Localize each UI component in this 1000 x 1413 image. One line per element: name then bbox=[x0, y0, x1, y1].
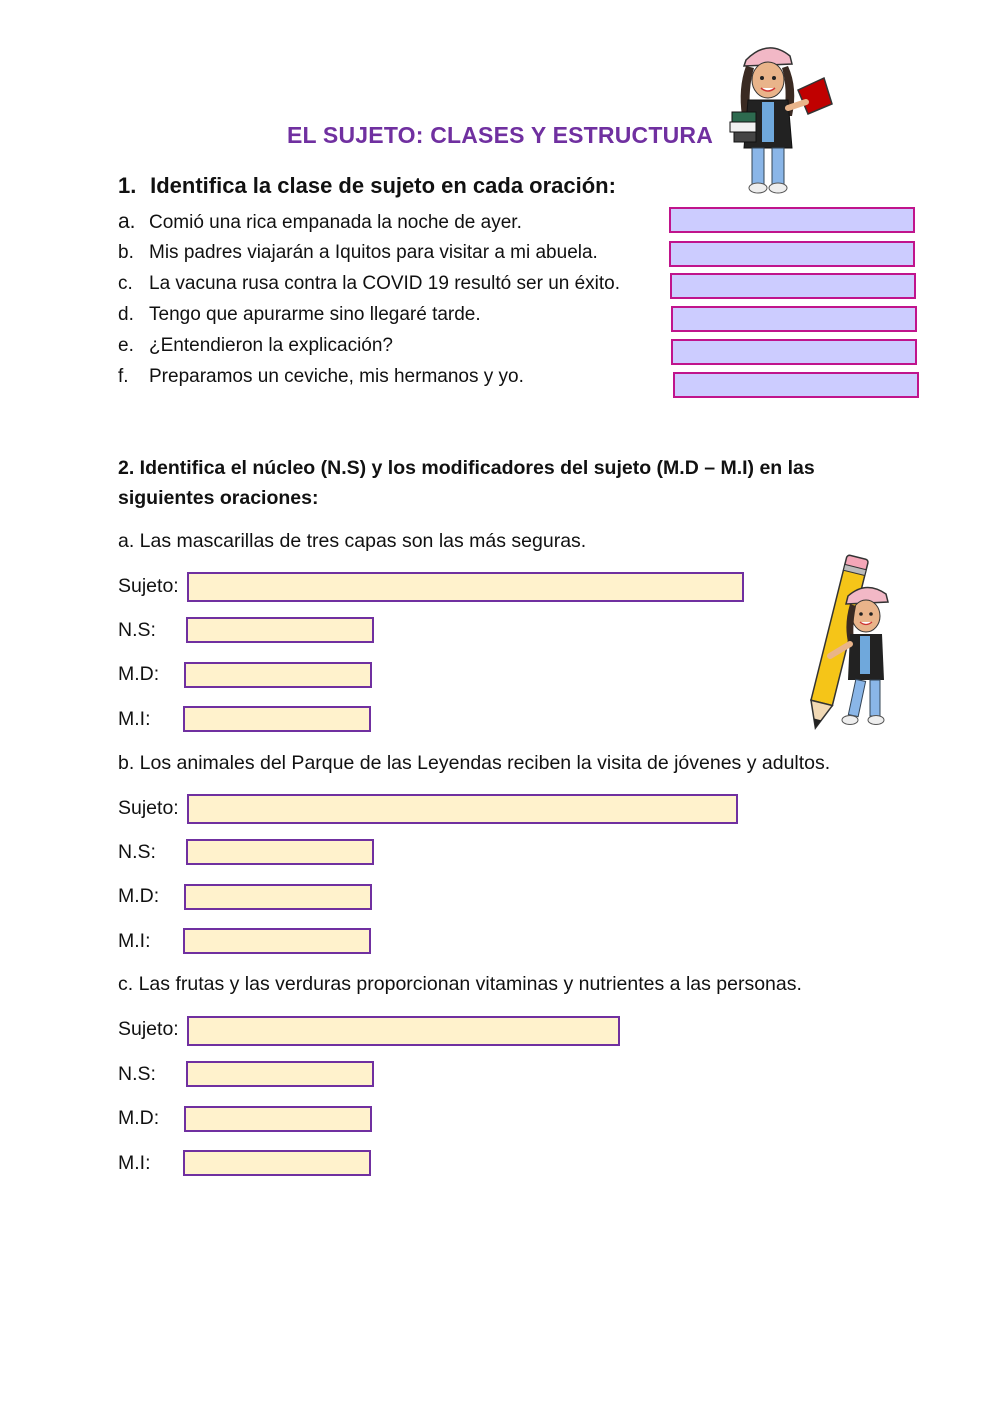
sentence-a: a. Las mascarillas de tres capas son las más seguras. bbox=[118, 530, 587, 552]
answer-box-e[interactable] bbox=[671, 339, 917, 365]
subject-input-a[interactable] bbox=[187, 572, 744, 602]
md-input-c[interactable] bbox=[184, 1106, 372, 1132]
page-title: EL SUJETO: CLASES Y ESTRUCTURA bbox=[286, 122, 714, 148]
section-2-heading: 2. Identifica el núcleo (N.S) y los modificadores del sujeto (M.D – M.I) en las siguientes oraciones: bbox=[118, 457, 815, 509]
ns-input-b[interactable] bbox=[186, 839, 374, 865]
subject-label-b: Sujeto: bbox=[118, 797, 179, 819]
answer-box-f[interactable] bbox=[673, 372, 919, 398]
ns-input-a[interactable] bbox=[186, 617, 374, 643]
sentence-item-a: a. Comió una rica empanada la noche de ayer. bbox=[118, 210, 522, 233]
sentence-item-e: e. ¿Entendieron la explicación? bbox=[118, 335, 393, 356]
subject-label-a: Sujeto: bbox=[118, 575, 179, 597]
md-label-a: M.D: bbox=[118, 663, 160, 685]
mi-label-a: M.I: bbox=[118, 708, 151, 730]
answer-box-d[interactable] bbox=[671, 306, 917, 332]
subject-input-b[interactable] bbox=[187, 794, 738, 824]
subject-input-c[interactable] bbox=[187, 1016, 620, 1046]
mi-input-c[interactable] bbox=[183, 1150, 371, 1176]
section-1-number: 1. bbox=[118, 173, 137, 198]
md-label-c: M.D: bbox=[118, 1107, 160, 1129]
sentence-item-d: d. Tengo que apurarme sino llegaré tarde. bbox=[118, 304, 481, 325]
answer-box-a[interactable] bbox=[669, 207, 915, 233]
md-label-b: M.D: bbox=[118, 885, 160, 907]
section-1-heading-text: Identifica la clase de sujeto en cada oración: bbox=[150, 173, 616, 198]
mi-input-a[interactable] bbox=[183, 706, 371, 732]
girl-with-books-illustration bbox=[728, 38, 838, 198]
sentence-c: c. Las frutas y las verduras proporcionan vitaminas y nutrientes a las personas. bbox=[118, 973, 802, 995]
girl-with-pencil-illustration bbox=[786, 552, 898, 737]
sentence-item-c: c. La vacuna rusa contra la COVID 19 resultó ser un éxito. bbox=[118, 273, 621, 294]
ns-label-b: N.S: bbox=[118, 841, 156, 863]
ns-input-c[interactable] bbox=[186, 1061, 374, 1087]
mi-label-b: M.I: bbox=[118, 930, 151, 952]
section-1-heading bbox=[118, 173, 616, 199]
sentence-item-b: b. Mis padres viajarán a Iquitos para visitar a mi abuela. bbox=[118, 242, 598, 263]
ns-label-c: N.S: bbox=[118, 1063, 156, 1085]
md-input-a[interactable] bbox=[184, 662, 372, 688]
ns-label-a: N.S: bbox=[118, 619, 156, 641]
sentence-b: b. Los animales del Parque de las Leyendas reciben la visita de jóvenes y adultos. bbox=[118, 752, 831, 774]
md-input-b[interactable] bbox=[184, 884, 372, 910]
subject-label-c: Sujeto: bbox=[118, 1018, 179, 1040]
answer-box-c[interactable] bbox=[670, 273, 916, 299]
mi-input-b[interactable] bbox=[183, 928, 371, 954]
sentence-item-f: f. Preparamos un ceviche, mis hermanos y yo. bbox=[118, 366, 524, 387]
mi-label-c: M.I: bbox=[118, 1152, 151, 1174]
answer-box-b[interactable] bbox=[669, 241, 915, 267]
